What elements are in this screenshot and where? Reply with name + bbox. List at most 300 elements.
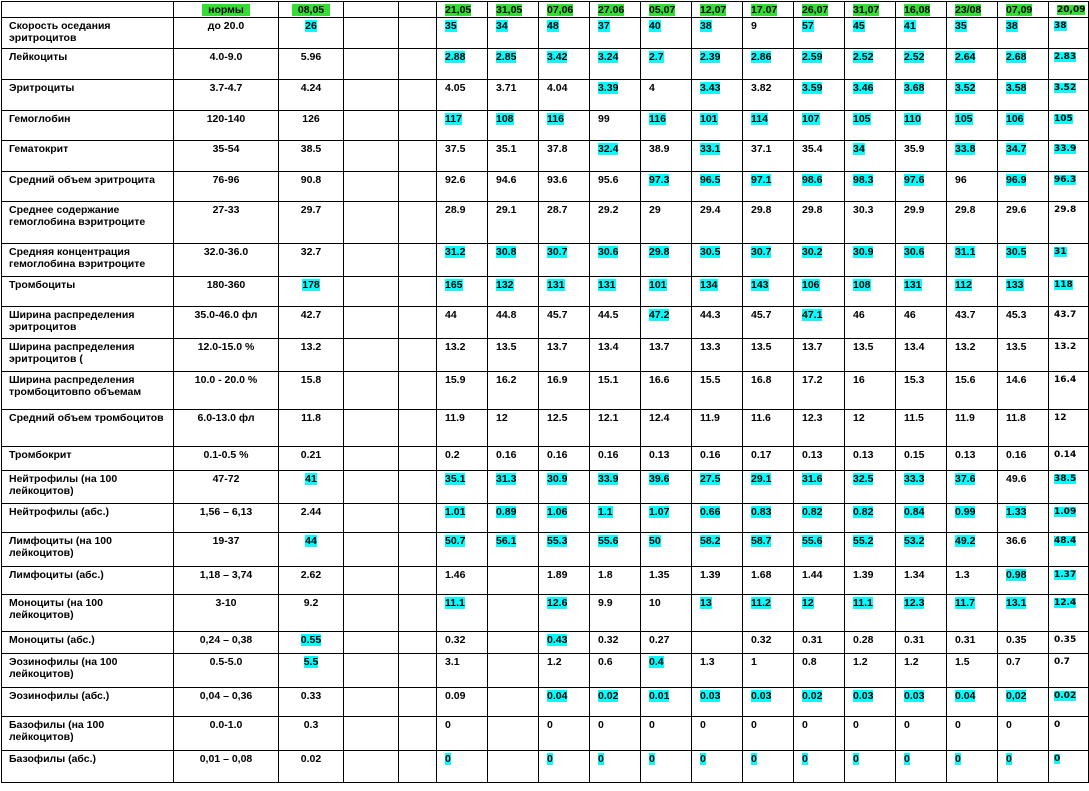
measurement-cell: 33.3 [896,471,947,504]
spacer-cell [399,533,437,567]
baseline-value: 42.7 [279,307,344,339]
measurement-cell: 0.7 [1049,654,1089,688]
reference-range: 0,01 – 0,08 [174,751,279,783]
measurement-cell: 95.6 [590,172,641,202]
measurement-cell: 0 [590,751,641,783]
parameter-name: Среднее содержание гемоглобина вэритроците [2,202,174,244]
measurement-cell: 2.7 [641,49,692,80]
table-row [2,504,1089,533]
measurement-cell: 13.2 [1049,339,1089,372]
measurement-cell: 37.6 [947,471,998,504]
measurement-cell: 58.2 [692,533,743,567]
parameter-name: Эозинофилы (абс.) [2,688,174,717]
spacer-cell [399,244,437,277]
measurement-cell: 9 [743,18,794,49]
table-row [2,277,1089,307]
spacer-cell [344,202,399,244]
measurement-cell [488,595,539,632]
measurement-cell: 45.7 [539,307,590,339]
date-header: 20,09 [1049,2,1089,18]
parameter-name: Средний объем тромбоцитов [2,410,174,447]
measurement-cell: 31.1 [947,244,998,277]
measurement-cell: 16.6 [641,372,692,410]
measurement-cell: 0 [794,717,845,751]
measurement-cell: 15.6 [947,372,998,410]
spacer-cell [399,18,437,49]
measurement-cell: 38 [1049,18,1089,49]
measurement-cell: 1.3 [692,654,743,688]
measurement-cell: 1.68 [743,567,794,595]
measurement-cell: 0.89 [488,504,539,533]
measurement-cell: 96.9 [998,172,1049,202]
measurement-cell: 44.8 [488,307,539,339]
measurement-cell: 11.7 [947,595,998,632]
measurement-cell: 2.88 [437,49,488,80]
measurement-cell: 131 [539,277,590,307]
measurement-cell: 98.3 [845,172,896,202]
measurement-cell: 29.8 [947,202,998,244]
measurement-cell: 3.39 [590,80,641,111]
spacer-cell [399,751,437,783]
baseline-value: 44 [279,533,344,567]
measurement-cell: 4.04 [539,80,590,111]
blood-test-table [1,1,1089,783]
measurement-cell: 3.52 [947,80,998,111]
measurement-cell: 1.39 [845,567,896,595]
baseline-value: 126 [279,111,344,141]
parameter-name: Средний объем эритроцита [2,172,174,202]
parameter-name: Гемоглобин [2,111,174,141]
measurement-cell: 1.2 [845,654,896,688]
measurement-cell: 3.46 [845,80,896,111]
date-header: 31,05 [488,2,539,18]
measurement-cell: 40 [641,18,692,49]
measurement-cell: 0.4 [641,654,692,688]
measurement-cell: 38 [692,18,743,49]
spacer-cell [399,202,437,244]
measurement-cell: 2.52 [896,49,947,80]
spacer-cell [344,172,399,202]
measurement-cell: 1 [743,654,794,688]
spacer-cell [344,688,399,717]
measurement-cell: 10 [641,595,692,632]
measurement-cell: 13.5 [845,339,896,372]
measurement-cell: 29.9 [896,202,947,244]
measurement-cell: 99 [590,111,641,141]
measurement-cell: 1.07 [641,504,692,533]
measurement-cell [488,688,539,717]
spacer-cell [399,372,437,410]
measurement-cell: 116 [539,111,590,141]
spacer-cell [344,2,399,18]
measurement-cell: 0 [896,717,947,751]
reference-range: 120-140 [174,111,279,141]
measurement-cell: 2.85 [488,49,539,80]
measurement-cell: 11.6 [743,410,794,447]
baseline-value: 41 [279,471,344,504]
spacer-cell [344,410,399,447]
measurement-cell: 55.6 [590,533,641,567]
measurement-cell: 31.6 [794,471,845,504]
measurement-cell: 106 [794,277,845,307]
measurement-cell: 29.4 [692,202,743,244]
table-row [2,111,1089,141]
parameter-name: Базофилы (абс.) [2,751,174,783]
measurement-cell: 50 [641,533,692,567]
measurement-cell: 133 [998,277,1049,307]
baseline-value: 15.8 [279,372,344,410]
measurement-cell: 108 [488,111,539,141]
date-header: 16,08 [896,2,947,18]
measurement-cell: 13.1 [998,595,1049,632]
measurement-cell: 15.3 [896,372,947,410]
parameter-name: Гематокрит [2,141,174,172]
measurement-cell: 44.3 [692,307,743,339]
measurement-cell: 0.2 [437,447,488,471]
measurement-cell: 3.1 [437,654,488,688]
measurement-cell: 13.2 [437,339,488,372]
table-row [2,632,1089,654]
measurement-cell: 143 [743,277,794,307]
measurement-cell: 1.1 [590,504,641,533]
measurement-cell: 16.8 [743,372,794,410]
measurement-cell: 2.68 [998,49,1049,80]
measurement-cell: 3.52 [1049,80,1089,111]
measurement-cell: 0 [743,751,794,783]
spacer-cell [344,751,399,783]
spacer-cell [344,654,399,688]
measurement-cell: 47.1 [794,307,845,339]
reference-range: 1,56 – 6,13 [174,504,279,533]
measurement-cell: 16.2 [488,372,539,410]
measurement-cell: 35.9 [896,141,947,172]
measurement-cell: 13.7 [539,339,590,372]
measurement-cell: 0.82 [794,504,845,533]
measurement-cell: 0.66 [692,504,743,533]
measurement-cell: 30.9 [845,244,896,277]
measurement-cell: 96.3 [1049,172,1089,202]
spacer-cell [399,410,437,447]
spacer-cell [399,688,437,717]
date-header: 07,06 [539,2,590,18]
measurement-cell: 56.1 [488,533,539,567]
measurement-cell: 13.3 [692,339,743,372]
measurement-cell: 16 [845,372,896,410]
measurement-cell: 0 [998,751,1049,783]
measurement-cell: 101 [641,277,692,307]
measurement-cell: 0 [896,751,947,783]
measurement-cell: 0.01 [641,688,692,717]
measurement-cell: 13.4 [590,339,641,372]
spacer-cell [399,80,437,111]
spacer-cell [344,339,399,372]
baseline-value: 2.62 [279,567,344,595]
date-header: 31,07 [845,2,896,18]
measurement-cell: 0.09 [437,688,488,717]
measurement-cell: 0.03 [896,688,947,717]
spacer-cell [399,471,437,504]
table-row [2,751,1089,783]
measurement-cell: 93.6 [539,172,590,202]
spacer-cell [399,717,437,751]
baseline-date-header: 08,05 [279,2,344,18]
measurement-cell: 3.58 [998,80,1049,111]
measurement-cell: 38.9 [641,141,692,172]
measurement-cell [488,751,539,783]
spacer-cell [399,595,437,632]
measurement-cell: 0.7 [998,654,1049,688]
measurement-cell: 29.2 [590,202,641,244]
baseline-value: 2.44 [279,504,344,533]
spacer-cell [344,49,399,80]
measurement-cell: 1.46 [437,567,488,595]
measurement-cell: 37.1 [743,141,794,172]
measurement-cell: 11.2 [743,595,794,632]
measurement-cell: 46 [896,307,947,339]
measurement-cell: 0.03 [692,688,743,717]
parameter-name: Моноциты (на 100 лейкоцитов) [2,595,174,632]
measurement-cell: 58.7 [743,533,794,567]
reference-range: 35.0-46.0 фл [174,307,279,339]
measurement-cell: 32.5 [845,471,896,504]
measurement-cell: 0 [947,717,998,751]
reference-range: 1,18 – 3,74 [174,567,279,595]
measurement-cell: 33.8 [947,141,998,172]
measurement-cell: 4.05 [437,80,488,111]
measurement-cell: 131 [590,277,641,307]
measurement-cell: 0.84 [896,504,947,533]
date-header: 23/08 [947,2,998,18]
measurement-cell: 0.43 [539,632,590,654]
measurement-cell: 1.5 [947,654,998,688]
measurement-cell: 12.3 [794,410,845,447]
measurement-cell: 34.7 [998,141,1049,172]
reference-range: 19-37 [174,533,279,567]
measurement-cell: 48.4 [1049,533,1089,567]
measurement-cell: 35.4 [794,141,845,172]
measurement-cell: 27.5 [692,471,743,504]
spacer-cell [344,471,399,504]
measurement-cell: 45.7 [743,307,794,339]
measurement-cell: 0.27 [641,632,692,654]
baseline-value: 0.55 [279,632,344,654]
table-row [2,567,1089,595]
measurement-cell: 0 [743,717,794,751]
measurement-cell: 12 [488,410,539,447]
measurement-cell: 30.5 [692,244,743,277]
measurement-cell: 101 [692,111,743,141]
measurement-cell: 37 [590,18,641,49]
measurement-cell: 108 [845,277,896,307]
measurement-cell: 45 [845,18,896,49]
parameter-name: Средняя концентрация гемоглобина вэритроците [2,244,174,277]
measurement-cell: 0.8 [794,654,845,688]
parameter-name: Лимфоциты (на 100 лейкоцитов) [2,533,174,567]
measurement-cell: 53.2 [896,533,947,567]
spacer-cell [399,307,437,339]
measurement-cell: 30.8 [488,244,539,277]
measurement-cell: 0.31 [794,632,845,654]
measurement-cell: 0.13 [794,447,845,471]
measurement-cell: 12.3 [896,595,947,632]
measurement-cell: 46 [845,307,896,339]
spacer-cell [399,339,437,372]
measurement-cell: 30.7 [743,244,794,277]
spacer-cell [344,533,399,567]
measurement-cell: 34 [845,141,896,172]
measurement-cell: 0 [539,717,590,751]
measurement-cell: 4 [641,80,692,111]
parameter-name: Лейкоциты [2,49,174,80]
parameter-name: Нейтрофилы (абс.) [2,504,174,533]
measurement-cell: 35.1 [437,471,488,504]
table-row [2,471,1089,504]
table-row [2,688,1089,717]
measurement-cell: 97.1 [743,172,794,202]
measurement-cell: 105 [1049,111,1089,141]
measurement-cell: 48 [539,18,590,49]
measurement-cell: 35 [947,18,998,49]
baseline-value: 0.3 [279,717,344,751]
table-body [2,2,1089,783]
spacer-cell [344,18,399,49]
spacer-cell [344,447,399,471]
table-row [2,447,1089,471]
reference-range: 6.0-13.0 фл [174,410,279,447]
measurement-cell: 3.68 [896,80,947,111]
spacer-cell [344,307,399,339]
baseline-value: 29.7 [279,202,344,244]
parameter-name: Эозинофилы (на 100 лейкоцитов) [2,654,174,688]
measurement-cell: 0.31 [947,632,998,654]
measurement-cell [488,632,539,654]
reference-range: 4.0-9.0 [174,49,279,80]
measurement-cell: 92.6 [437,172,488,202]
measurement-cell: 1.01 [437,504,488,533]
measurement-cell: 11.1 [437,595,488,632]
measurement-cell: 11.5 [896,410,947,447]
measurement-cell: 37.8 [539,141,590,172]
measurement-cell: 31 [1049,244,1089,277]
measurement-cell: 0.15 [896,447,947,471]
measurement-cell: 31.3 [488,471,539,504]
measurement-cell: 15.9 [437,372,488,410]
measurement-cell: 0.31 [896,632,947,654]
date-header: 07,09 [998,2,1049,18]
measurement-cell: 0 [437,751,488,783]
measurement-cell: 0.04 [947,688,998,717]
measurement-cell [488,567,539,595]
measurement-cell: 1.8 [590,567,641,595]
table-row [2,49,1089,80]
measurement-cell: 0.28 [845,632,896,654]
measurement-cell: 0.16 [539,447,590,471]
measurement-cell: 1.34 [896,567,947,595]
measurement-cell: 14.6 [998,372,1049,410]
parameter-name: Базофилы (на 100 лейкоцитов) [2,717,174,751]
measurement-cell: 13.5 [998,339,1049,372]
measurement-cell: 0.82 [845,504,896,533]
measurement-cell: 2.59 [794,49,845,80]
measurement-cell: 0.16 [692,447,743,471]
measurement-cell: 0.03 [743,688,794,717]
measurement-cell: 0.35 [1049,632,1089,654]
measurement-cell: 0 [437,717,488,751]
measurement-cell: 3.71 [488,80,539,111]
parameter-name: Нейтрофилы (на 100 лейкоцитов) [2,471,174,504]
measurement-cell: 11.1 [845,595,896,632]
measurement-cell: 12.6 [539,595,590,632]
date-header: 21,05 [437,2,488,18]
spacer-cell [399,654,437,688]
table-row [2,141,1089,172]
measurement-cell: 0 [692,717,743,751]
reference-range: 0.0-1.0 [174,717,279,751]
measurement-cell: 49.6 [998,471,1049,504]
measurement-cell: 12 [1049,410,1089,447]
measurement-cell: 105 [845,111,896,141]
table-row [2,372,1089,410]
table-row [2,202,1089,244]
measurement-cell: 97.3 [641,172,692,202]
measurement-cell: 0 [845,751,896,783]
parameter-name: Тромбокрит [2,447,174,471]
measurement-cell: 38 [998,18,1049,49]
measurement-cell [692,632,743,654]
baseline-value: 5.96 [279,49,344,80]
measurement-cell: 0 [641,717,692,751]
measurement-cell: 134 [692,277,743,307]
baseline-value: 178 [279,277,344,307]
measurement-cell: 0,02 [998,688,1049,717]
parameter-name: Ширина распределения эритроцитов [2,307,174,339]
measurement-cell: 3.24 [590,49,641,80]
measurement-cell: 55.3 [539,533,590,567]
date-header: 26,07 [794,2,845,18]
measurement-cell: 2.39 [692,49,743,80]
measurement-cell: 29.8 [641,244,692,277]
measurement-cell: 15.5 [692,372,743,410]
measurement-cell: 36.6 [998,533,1049,567]
measurement-cell: 2.86 [743,49,794,80]
corner-cell [2,2,174,18]
measurement-cell: 29.1 [488,202,539,244]
baseline-value: 32.7 [279,244,344,277]
measurement-cell: 11.9 [947,410,998,447]
measurement-cell: 0.32 [743,632,794,654]
table-row [2,80,1089,111]
measurement-cell: 44 [437,307,488,339]
baseline-value: 0.21 [279,447,344,471]
baseline-value: 13.2 [279,339,344,372]
reference-range: 0.5-5.0 [174,654,279,688]
measurement-cell: 1.89 [539,567,590,595]
measurement-cell: 1.44 [794,567,845,595]
measurement-cell: 31.2 [437,244,488,277]
reference-range: 12.0-15.0 % [174,339,279,372]
measurement-cell: 30.5 [998,244,1049,277]
measurement-cell: 0.03 [845,688,896,717]
measurement-cell: 3.82 [743,80,794,111]
measurement-cell: 13.4 [896,339,947,372]
measurement-cell: 105 [947,111,998,141]
measurement-cell: 28.9 [437,202,488,244]
measurement-cell: 30.3 [845,202,896,244]
parameter-name: Лимфоциты (абс.) [2,567,174,595]
reference-range: 0,24 – 0,38 [174,632,279,654]
spacer-cell [399,277,437,307]
measurement-cell: 16.9 [539,372,590,410]
